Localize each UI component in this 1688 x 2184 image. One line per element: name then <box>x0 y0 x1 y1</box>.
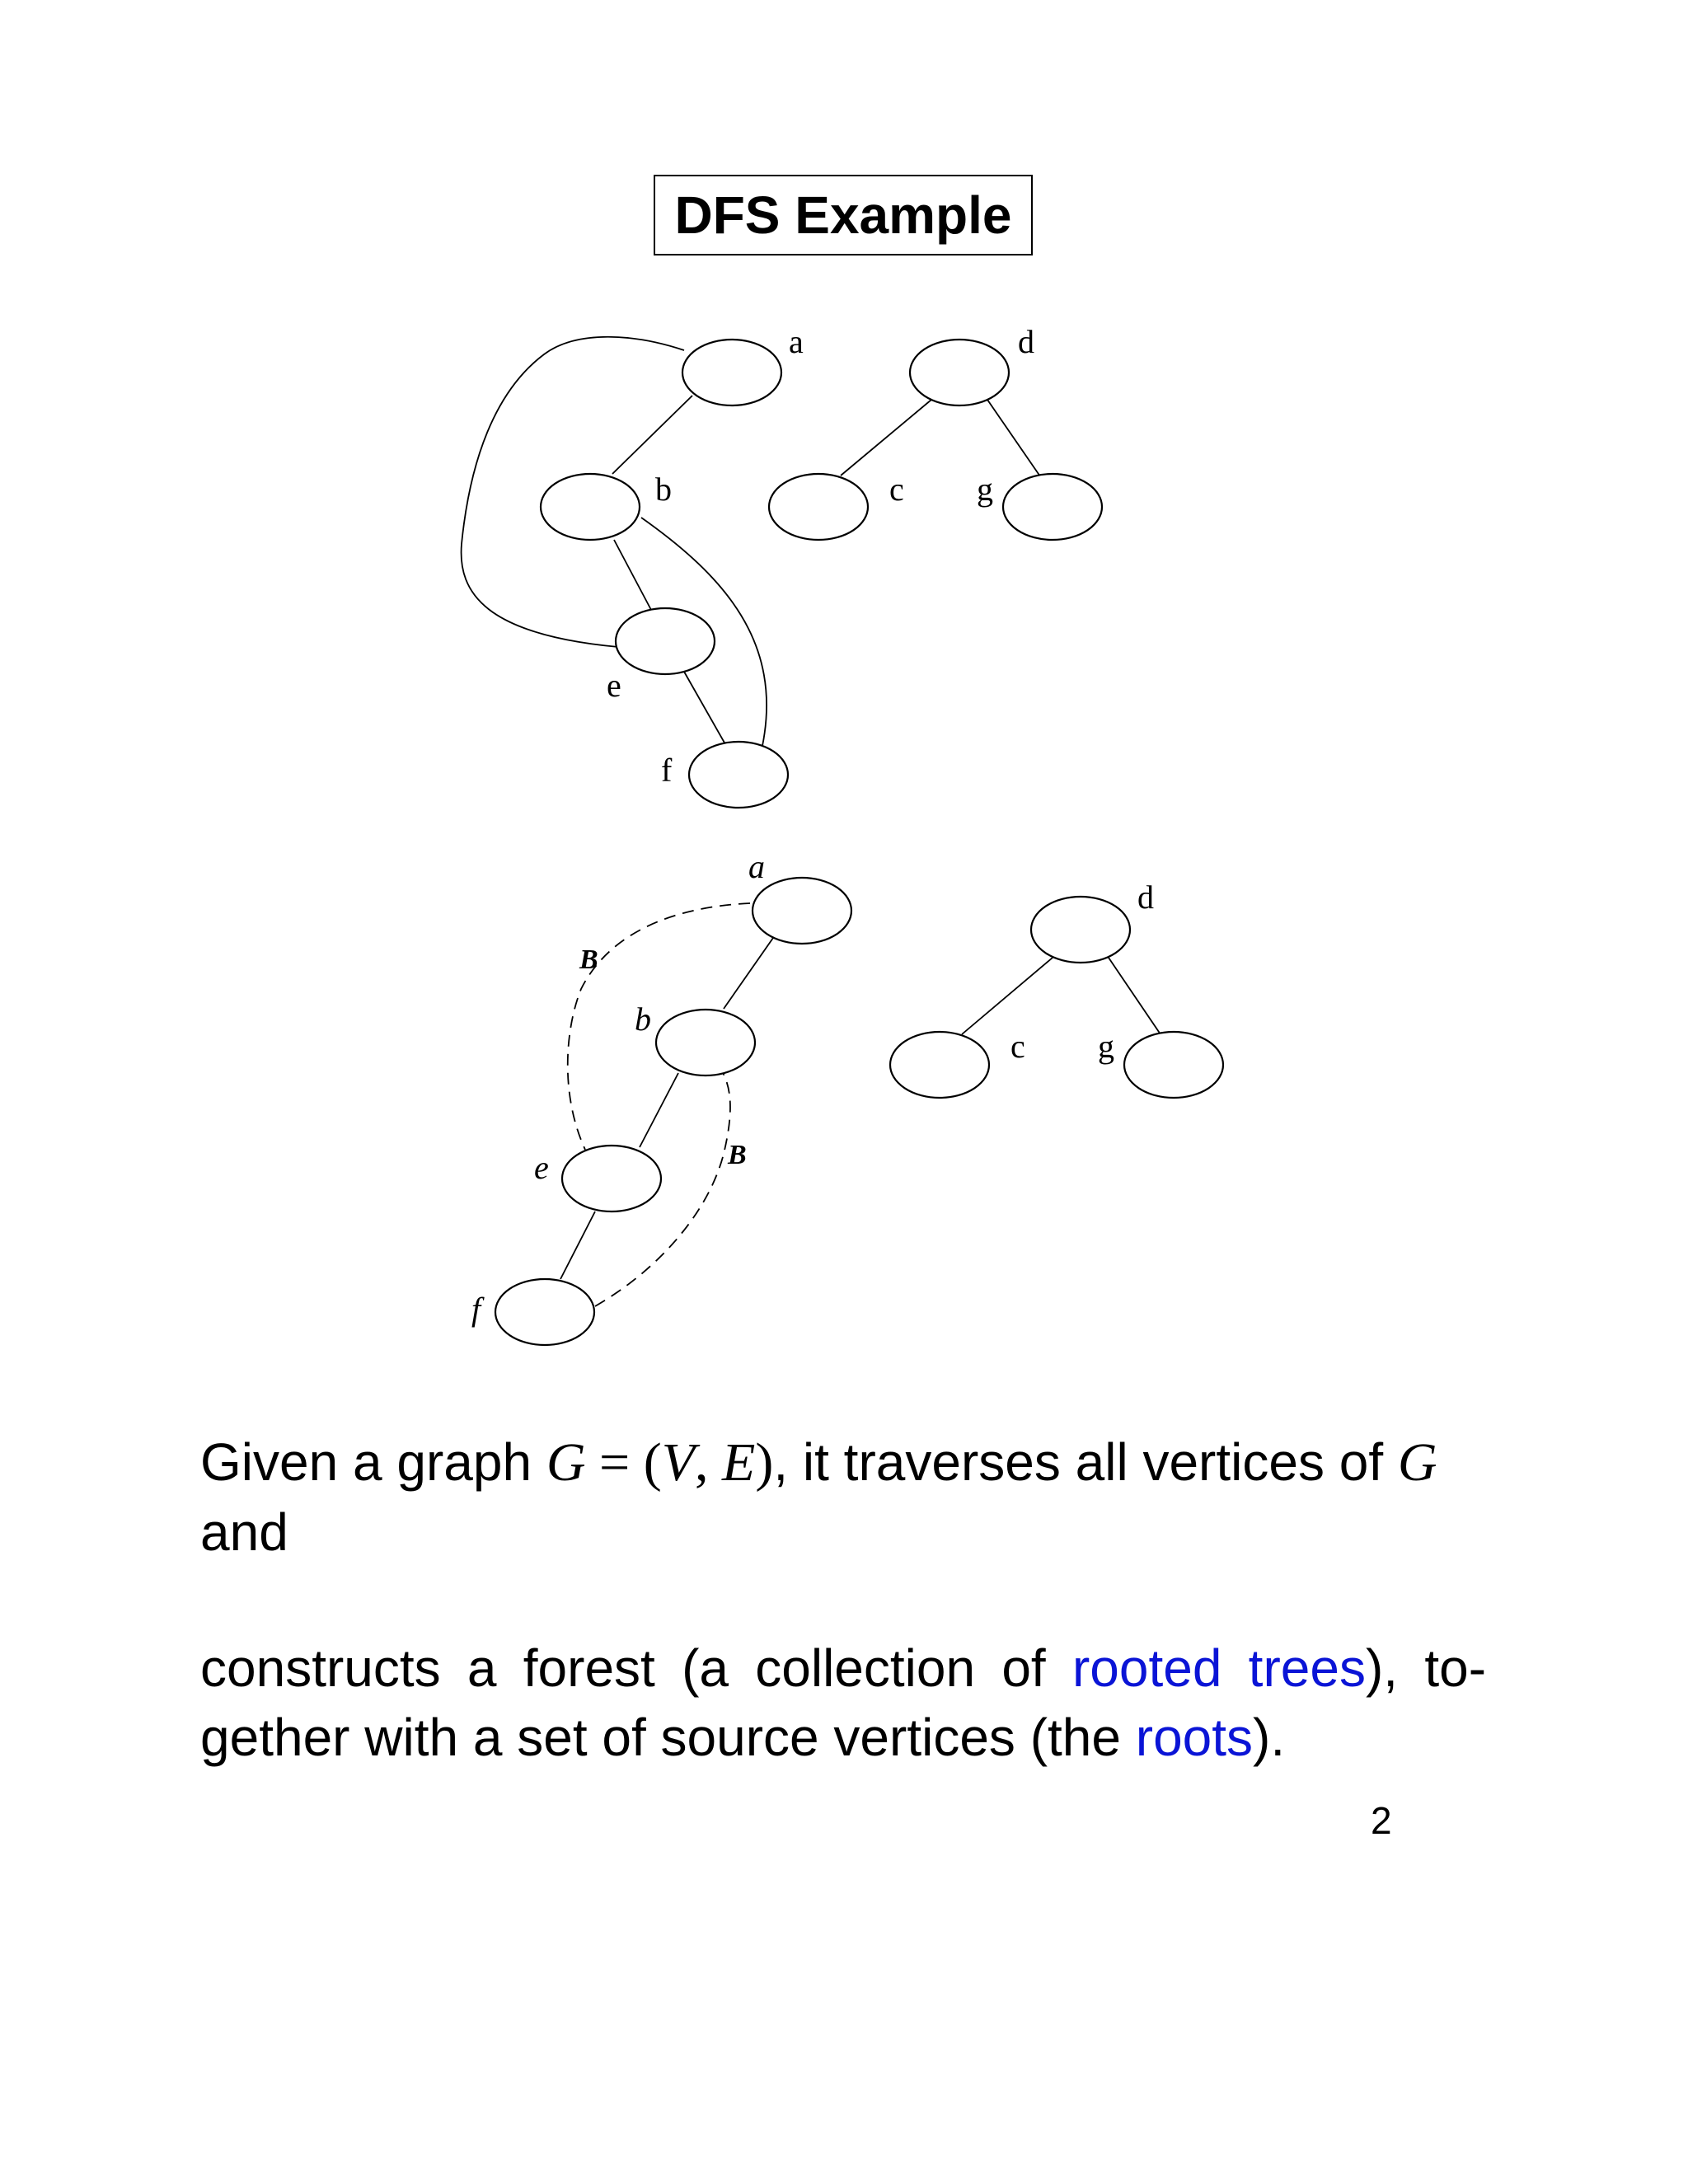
forest-label-f: f <box>471 1291 481 1328</box>
label-e: e <box>607 667 621 704</box>
math-close: ) <box>755 1432 774 1493</box>
forest-node-a <box>753 878 851 944</box>
math-graph-def <box>546 1432 774 1493</box>
math-E: E <box>722 1432 756 1493</box>
p2-start: constructs a forest (a collection of <box>200 1638 1072 1698</box>
node-g <box>1003 474 1102 540</box>
slide-title: DFS Example <box>654 175 1033 255</box>
forest-label-c: c <box>1010 1028 1025 1065</box>
label-c: c <box>889 471 904 508</box>
p1-start: Given a graph <box>200 1432 546 1492</box>
label-b: b <box>655 471 672 508</box>
dfs-forest <box>471 848 1223 1345</box>
math-V: V <box>661 1432 696 1493</box>
node-f <box>689 742 788 808</box>
page-number: 2 <box>1371 1799 1392 1842</box>
node-e <box>616 608 715 674</box>
tree-edge-d-g <box>1109 958 1160 1034</box>
p2-end: ). <box>1253 1708 1286 1767</box>
math-G: G <box>546 1432 586 1493</box>
edge-b-e <box>614 540 651 610</box>
math-eq: = ( <box>585 1432 662 1493</box>
node-d <box>910 340 1009 405</box>
paragraph-1 <box>200 1427 1486 1567</box>
p1-mid: , it traverses all vertices of <box>773 1432 1398 1492</box>
edge-a-b <box>612 396 692 474</box>
forest-node-e <box>562 1146 661 1212</box>
paragraph-2 <box>200 1633 1486 1772</box>
tree-edge-d-c <box>962 958 1053 1034</box>
label-g: g <box>977 471 993 508</box>
highlight-roots: roots <box>1135 1708 1254 1767</box>
highlight-rooted-trees: rooted trees <box>1071 1638 1366 1698</box>
forest-node-g <box>1124 1032 1223 1098</box>
forest-label-b: b <box>635 1001 651 1038</box>
node-c <box>769 474 868 540</box>
forest-label-d: d <box>1137 879 1154 916</box>
edge-d-c <box>841 400 931 476</box>
forest-node-f <box>495 1279 594 1345</box>
node-a <box>682 340 781 405</box>
p2-mid: ), to-gether with a set of source vertices (the <box>200 1638 1487 1767</box>
tree-edge-a-b <box>724 938 773 1009</box>
label-a: a <box>789 323 804 360</box>
back-edge-label-1: B <box>579 944 598 975</box>
label-d: d <box>1018 323 1034 360</box>
forest-label-e: e <box>534 1149 549 1186</box>
original-graph <box>462 323 1102 808</box>
back-edge-label-2: B <box>728 1140 747 1170</box>
forest-label-g: g <box>1098 1028 1114 1065</box>
label-f: f <box>661 752 673 789</box>
node-b <box>541 474 640 540</box>
edge-e-f <box>684 672 725 744</box>
math-comma: , <box>695 1432 723 1493</box>
math-G-2: G <box>1397 1432 1437 1493</box>
edge-d-g <box>987 400 1040 476</box>
forest-node-b <box>656 1010 755 1076</box>
p1-end: and <box>200 1502 288 1562</box>
tree-edge-e-f <box>560 1212 595 1279</box>
forest-node-d <box>1031 897 1130 963</box>
tree-edge-b-e <box>640 1073 678 1147</box>
forest-label-a: a <box>748 848 765 885</box>
forest-node-c <box>890 1032 989 1098</box>
